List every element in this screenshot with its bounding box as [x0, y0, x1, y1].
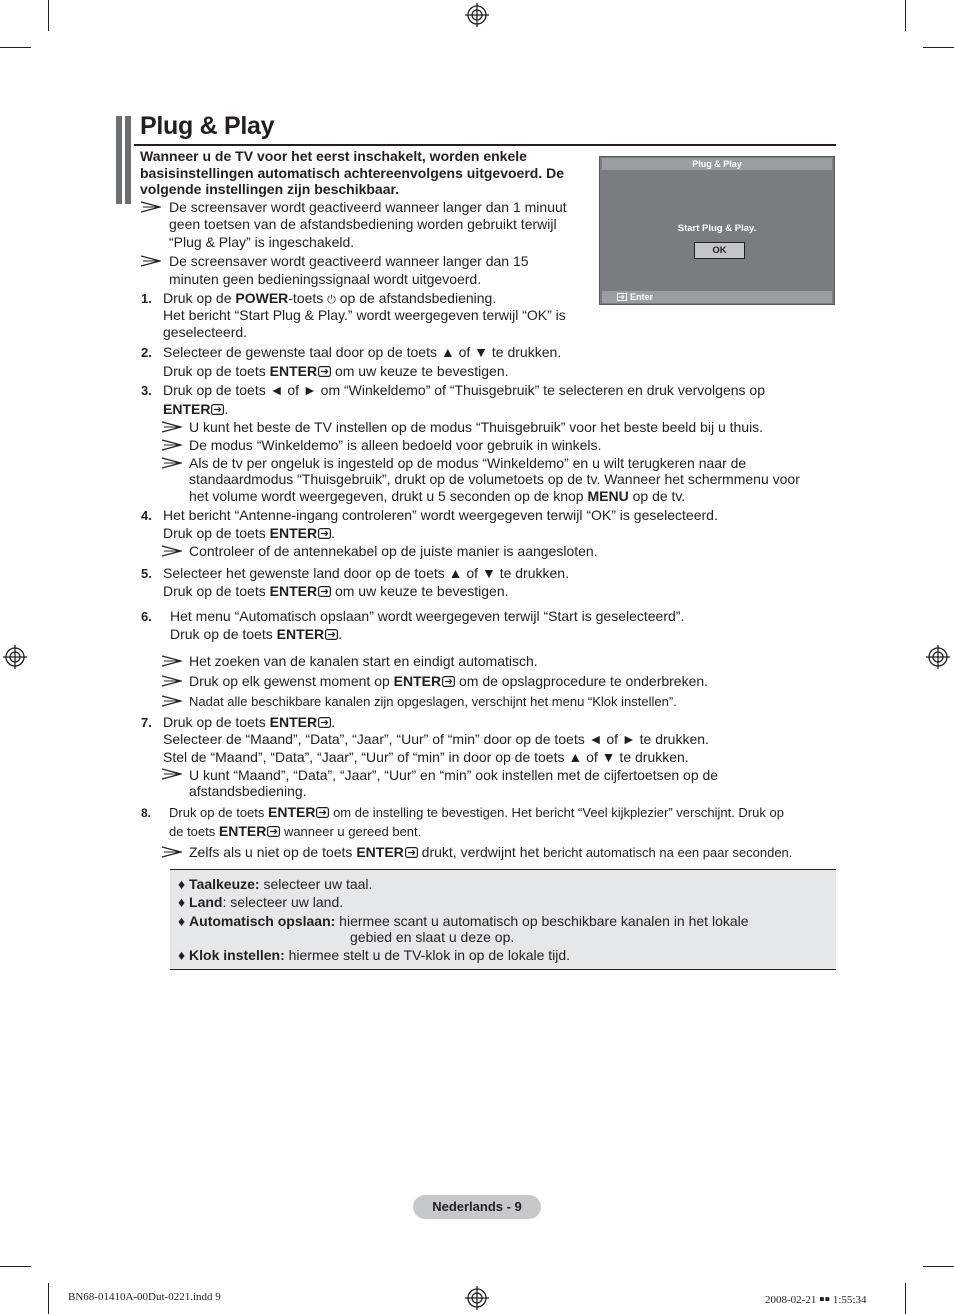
enter-icon — [318, 586, 331, 597]
crop-mark — [905, 0, 906, 31]
summary-label: Automatisch opslaan: — [189, 913, 336, 929]
note-text: “Plug & Play” is ingeschakeld. — [169, 234, 355, 250]
summary-text: hiermee scant u automatisch op beschikbare kanalen in het lokale — [335, 913, 749, 929]
bullet-icon: ♦ — [178, 894, 186, 910]
screen-footer — [602, 291, 832, 303]
note-arrow-icon — [162, 768, 182, 780]
text-run: Druk op de toets — [163, 714, 270, 730]
enter-key-label: ENTER — [269, 714, 318, 730]
title-accent-bar — [125, 116, 131, 204]
title-accent-bar — [116, 116, 122, 204]
note-arrow-icon — [162, 846, 182, 858]
step-text — [163, 290, 496, 309]
summary-label: Land — [189, 894, 223, 910]
power-key-label: POWER — [235, 290, 289, 306]
crop-mark — [0, 1266, 31, 1267]
enter-key-label: ENTER — [356, 844, 404, 860]
summary-text: hiermee stelt u de TV-klok in op de lokale tijd. — [284, 947, 571, 963]
text-run: -toets — [288, 290, 328, 306]
step-text: Druk op de toets ◄ of ► om “Winkeldemo” of “Thuisgebruik” te selecteren en druk vervolgens op — [163, 382, 765, 398]
summary-text: : selecteer uw land. — [222, 894, 344, 910]
screen-header: Plug & Play — [602, 158, 832, 170]
note-text — [189, 844, 792, 862]
step-number: 4. — [141, 508, 152, 523]
note-text: standaardmodus “Thuisgebruik”, drukt op de volumetoets op de tv. Wanneer het schermmenu voor — [189, 471, 800, 487]
summary-item — [178, 876, 372, 893]
note-text: afstandsbediening. — [189, 783, 307, 799]
step-text: Stel de “Maand”, “Data”, “Jaar”, “Uur” of “min” in door op de toets ▲ of ▼ te drukken. — [163, 749, 689, 765]
text-run: Druk op de toets — [163, 583, 270, 599]
bullet-icon: ♦ — [178, 947, 186, 963]
note-arrow-icon — [141, 201, 161, 213]
step-text: Het bericht “Antenne-ingang controleren” wordt weergegeven terwijl “OK” is geselecteerd. — [163, 507, 718, 523]
step-number: 5. — [141, 566, 152, 581]
text-run: het volume wordt weergegeven, drukt u 5 seconden op de knop — [189, 488, 588, 504]
step-number: 2. — [141, 345, 152, 360]
note-arrow-icon — [162, 545, 182, 557]
enter-key-label: ENTER — [276, 626, 325, 642]
enter-icon — [318, 366, 331, 377]
summary-text: selecteer uw taal. — [259, 876, 373, 892]
step-text — [170, 626, 342, 643]
enter-icon — [318, 528, 331, 539]
text-run: Zelfs als u niet op de toets — [189, 844, 357, 860]
print-slug-left: BN68-01410A-00Dut-0221.indd 9 — [68, 1291, 221, 1303]
step-text — [169, 823, 421, 841]
text-run: . — [224, 401, 229, 417]
text-run: Druk op de — [163, 290, 236, 306]
registration-mark-icon — [926, 645, 950, 669]
enter-icon — [316, 807, 329, 818]
step-text: Selecteer de gewenste taal door op de toets ▲ of ▼ te drukken. — [163, 344, 562, 360]
note-arrow-icon — [162, 421, 182, 433]
step-text: Selecteer de “Maand”, “Data”, “Jaar”, “Uur” of “min” door op de toets ◄ of ► te drukken. — [163, 731, 709, 747]
note-text: De screensaver wordt geactiveerd wanneer langer dan 15 — [169, 253, 529, 269]
summary-label: Klok instellen: — [189, 947, 285, 963]
enter-icon — [267, 826, 280, 837]
step-number: 7. — [141, 715, 152, 730]
text-run: drukt, verdwijnt het — [417, 844, 544, 860]
note-text: geen toetsen van de afstandsbediening worden gebruikt terwijl — [169, 216, 557, 232]
registration-mark-icon — [465, 1286, 489, 1310]
text-run: wanneer u gereed bent. — [280, 824, 422, 839]
step-text: Het menu “Automatisch opslaan” wordt weergegeven terwijl “Start is geselecteerd”. — [170, 608, 685, 624]
step-text — [163, 583, 509, 600]
summary-item — [178, 913, 749, 930]
summary-text: gebied en slaat u deze op. — [350, 929, 515, 945]
intro-paragraph: Wanneer u de TV voor het eerst inschakelt, worden enkele basisinstellingen automatisch achtereenvolgens uitgevoerd. De volgende instellingen zijn beschikbaar. — [140, 148, 565, 197]
text-run: op de afstandsbediening. — [335, 290, 497, 306]
screen-message: Start Plug & Play. — [677, 223, 757, 234]
note-text: De modus “Winkeldemo” is alleen bedoeld voor gebruik in winkels. — [189, 437, 602, 453]
note-arrow-icon — [141, 255, 161, 267]
enter-icon — [442, 676, 455, 687]
step-text: Het bericht “Start Plug & Play.” wordt weergegeven terwijl “OK” is — [163, 307, 566, 323]
text-run: om uw keuze te bevestigen. — [331, 363, 509, 379]
step-number: 8. — [141, 806, 152, 820]
text-run: om de instelling te bevestigen. Het bericht “Veel kijkplezier” verschijnt. Druk op — [329, 805, 784, 820]
power-icon: ⏻ — [327, 294, 336, 306]
crop-mark — [923, 1266, 954, 1267]
note-arrow-icon — [162, 655, 182, 667]
enter-icon — [325, 629, 338, 640]
bullet-icon: ♦ — [178, 876, 186, 892]
text-run: om uw keuze te bevestigen. — [331, 583, 509, 599]
summary-label: Taalkeuze: — [189, 876, 260, 892]
summary-box — [170, 869, 836, 970]
text-run: Druk op de toets — [163, 363, 270, 379]
text-run: . — [331, 525, 335, 541]
ok-button: OK — [694, 242, 745, 259]
note-text: minuten geen bedieningssignaal wordt uitgevoerd. — [169, 271, 482, 287]
note-arrow-icon — [162, 695, 182, 707]
step-text: Selecteer het gewenste land door op de toets ▲ of ▼ te drukken. — [163, 565, 569, 581]
step-text — [163, 714, 335, 731]
enter-key-label: ENTER — [393, 673, 442, 689]
note-text: U kunt “Maand”, “Data”, “Jaar”, “Uur” en “min” ook instellen met de cijfertoetsen op de — [189, 767, 719, 783]
enter-key-label: ENTER — [268, 804, 316, 820]
step-number: 1. — [141, 291, 152, 306]
note-arrow-icon — [162, 675, 182, 687]
text-run: . — [331, 714, 335, 730]
step-number: 6. — [141, 609, 152, 624]
bullet-icon: ♦ — [178, 913, 186, 929]
text-run: . — [338, 626, 342, 642]
text-run: de toets — [169, 824, 219, 839]
crop-mark — [48, 1283, 49, 1314]
crop-mark — [48, 0, 49, 31]
enter-icon — [318, 717, 331, 728]
step-text — [163, 363, 509, 380]
note-text: U kunt het beste de TV instellen op de modus “Thuisgebruik” voor het beste beeld bij u thuis. — [189, 419, 764, 435]
title-divider — [134, 144, 836, 146]
text-run: Druk op elk gewenst moment op — [189, 673, 394, 689]
page-title: Plug & Play — [140, 112, 275, 140]
enter-icon — [617, 293, 627, 301]
text-run: Druk op de toets — [163, 525, 270, 541]
tv-screen-preview — [599, 156, 835, 305]
note-arrow-icon — [162, 457, 182, 469]
step-text — [163, 401, 228, 418]
text-run: Druk op de toets — [170, 626, 277, 642]
note-text: Als de tv per ongeluk is ingesteld op de modus “Winkeldemo” en u wilt terugkeren naar de — [189, 455, 747, 471]
step-text — [169, 804, 784, 822]
enter-icon — [211, 404, 224, 415]
enter-key-label: ENTER — [269, 363, 318, 379]
enter-icon — [405, 847, 418, 858]
enter-key-label: ENTER — [269, 583, 318, 599]
note-text — [189, 488, 685, 505]
step-number: 3. — [141, 383, 152, 398]
crop-mark — [923, 47, 954, 48]
enter-key-label: ENTER — [218, 823, 267, 839]
crop-mark — [0, 47, 31, 48]
print-slug-right: 2008-02-21 ￭￭ 1:55:34 — [765, 1294, 867, 1306]
crop-mark — [905, 1283, 906, 1314]
text-run: om de opslagprocedure te onderbreken. — [455, 673, 709, 689]
note-arrow-icon — [162, 439, 182, 451]
text-run: Druk op de toets — [169, 805, 268, 820]
text-run: op de tv. — [628, 488, 686, 504]
registration-mark-icon — [3, 645, 27, 669]
menu-key-label: MENU — [587, 488, 629, 504]
note-text — [189, 673, 708, 690]
note-text: Nadat alle beschikbare kanalen zijn opgeslagen, verschijnt het menu “Klok instellen”. — [189, 694, 677, 709]
enter-key-label: ENTER — [269, 525, 318, 541]
screen-footer-label: Enter — [630, 292, 654, 302]
registration-mark-icon — [465, 3, 489, 27]
note-text: Het zoeken van de kanalen start en eindigt automatisch. — [189, 653, 538, 669]
step-text: geselecteerd. — [163, 324, 248, 340]
enter-key-label: ENTER — [163, 401, 211, 417]
summary-item — [178, 947, 570, 964]
step-text — [163, 525, 335, 542]
page-number-badge: Nederlands - 9 — [413, 1195, 541, 1219]
summary-item — [178, 894, 343, 911]
note-text: De screensaver wordt geactiveerd wanneer langer dan 1 minuut — [169, 199, 567, 215]
text-run: bericht automatisch na een paar seconden. — [543, 845, 793, 860]
note-text: Controleer of de antennekabel op de juiste manier is aangesloten. — [189, 543, 598, 559]
